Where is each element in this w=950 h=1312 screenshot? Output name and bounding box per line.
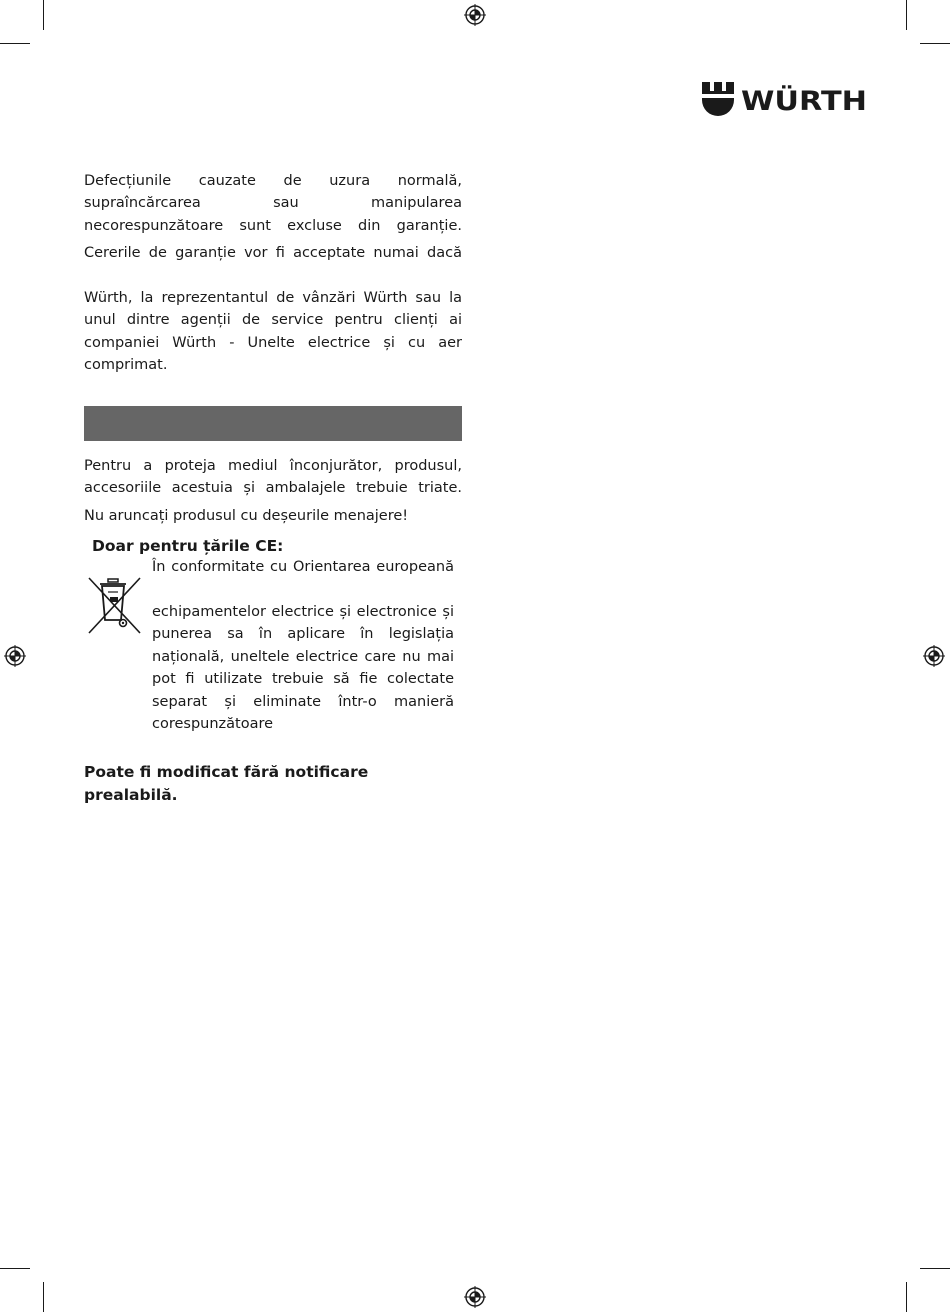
warranty-paragraph-1: Defecțiunile cauzate de uzura normală, supraîncărcarea sau manipularea necorespunzătoare sunt excluse din garanție. (84, 173, 462, 234)
section-header-bar (84, 406, 462, 441)
registration-mark-bottom-icon (464, 1286, 486, 1308)
warranty-paragraph-2: Cererile de garanție vor fi acceptate numai dacă (84, 245, 462, 261)
change-notice: Poate fi modificat fără notificare prealabilă. (84, 763, 369, 804)
crop-mark-bottom-left-v (43, 1282, 44, 1312)
ce-text-paragraph: echipamentelor electrice și electronice și punerea sa în aplicare în legislația națională, uneltele electrice care nu mai pot fi utilizate trebuie să fie colectate separat și eliminate într-o manieră corespunzătoare (152, 604, 454, 733)
wurth-logo-icon (702, 82, 734, 116)
ce-text-line-1: În conformitate cu Orientarea europeană (152, 559, 454, 575)
crop-mark-bottom-right-h (920, 1268, 950, 1269)
crossed-out-wheelie-bin-icon (86, 576, 142, 636)
warranty-paragraph-3: Würth, la reprezentantul de vânzări Würth sau la unul dintre agenții de service pentru clienți ai companiei Würth - Unelte electrice și cu aer comprimat. (84, 290, 462, 374)
wurth-logo-text: WÜRTH (741, 86, 854, 117)
crop-mark-top-left-h (0, 43, 30, 44)
ce-heading: Doar pentru țările CE: (92, 537, 284, 555)
registration-mark-top-icon (464, 4, 486, 26)
crop-mark-top-right-v (906, 0, 907, 30)
crop-mark-bottom-right-v (906, 1282, 907, 1312)
disposal-paragraph-1: Pentru a proteja mediul înconjurător, produsul, accesoriile acestuia și ambalajele trebuie triate. (84, 458, 462, 497)
crop-mark-bottom-left-h (0, 1268, 30, 1269)
registration-mark-right-icon (923, 645, 945, 667)
crop-mark-top-right-h (920, 43, 950, 44)
registration-mark-left-icon (4, 645, 26, 667)
disposal-paragraph-2: Nu aruncați produsul cu deșeurile menajere! (84, 508, 409, 524)
crop-mark-top-left-v (43, 0, 44, 30)
wurth-logo (700, 80, 870, 118)
